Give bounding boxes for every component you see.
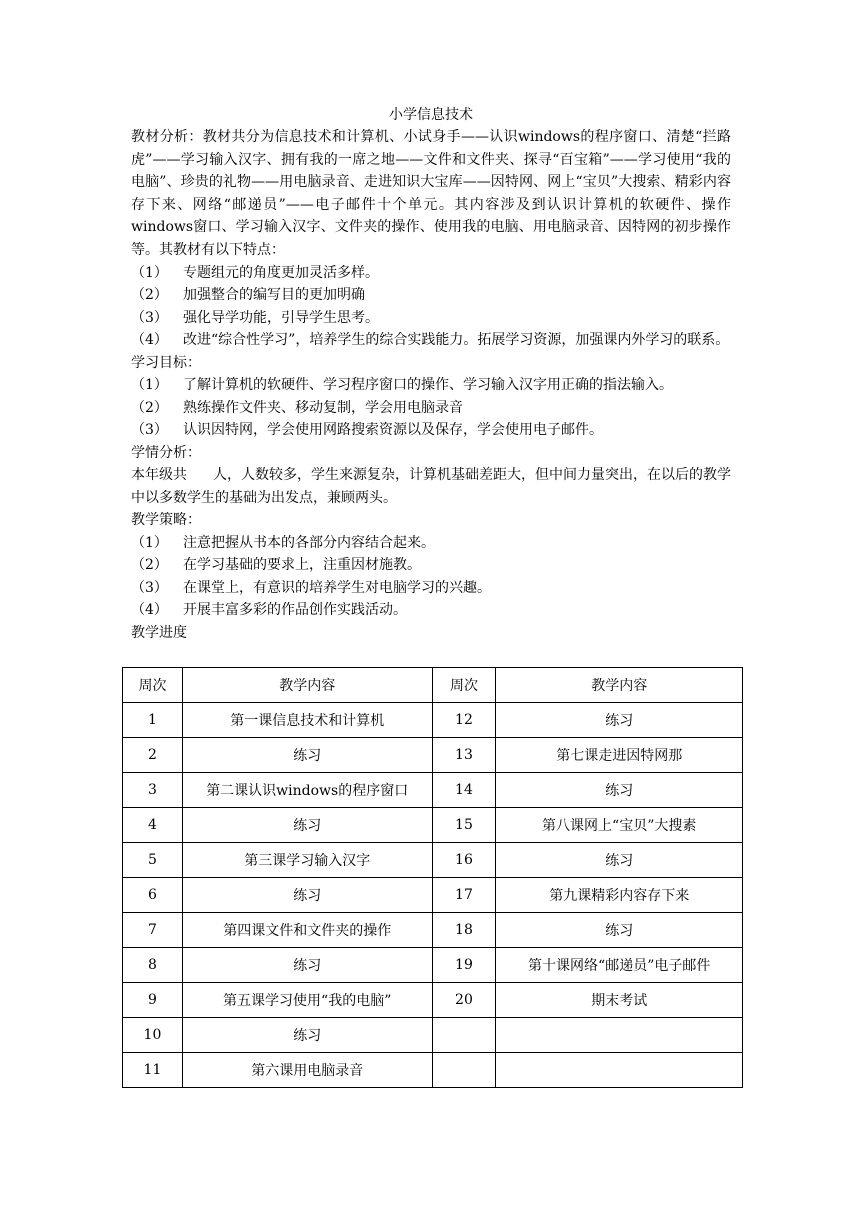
list-item — [131, 532, 731, 555]
cell-content: 第四课文件和文件夹的操作 — [182, 913, 432, 948]
cell-content: 练习 — [182, 1018, 432, 1053]
cell-week: 12 — [432, 703, 496, 738]
situation-text-start: 本年级共 — [131, 467, 187, 484]
cell-content: 练习 — [182, 808, 432, 843]
cell-week: 7 — [123, 913, 183, 948]
list-item — [131, 374, 731, 397]
table-row — [123, 878, 743, 913]
cell-week: 13 — [432, 738, 496, 773]
list-item — [131, 397, 731, 420]
table-row — [123, 1053, 743, 1088]
strategy-heading: 教学策略： — [131, 512, 201, 529]
item-number: （4） — [131, 332, 168, 349]
cell-content — [496, 1053, 743, 1088]
list-item — [131, 262, 731, 285]
item-text: 加强整合的编写目的更加明确 — [183, 287, 365, 304]
header-content: 教学内容 — [496, 668, 743, 703]
cell-content: 练习 — [496, 843, 743, 878]
cell-week: 16 — [432, 843, 496, 878]
header-week: 周次 — [432, 668, 496, 703]
item-number: （1） — [131, 377, 168, 394]
item-number: （3） — [131, 579, 168, 596]
cell-content: 第九课精彩内容存下来 — [496, 878, 743, 913]
situation-heading: 学情分析： — [131, 444, 201, 461]
list-item — [131, 419, 731, 442]
header-week: 周次 — [123, 668, 183, 703]
analysis-paragraph: 教材分析：教材共分为信息技术和计算机、小试身手——认识windows的程序窗口、清楚“拦路虎”——学习输入汉字、拥有我的一席之地——文件和文件夹、探寻“百宝箱”——学习使用“我的电脑”、珍贵的礼物——用电脑录音、走进知识大宝库——因特网、网上“宝贝”大搜索、精彩内容存下来、网络“邮递员”——电子邮件十个单元。其内容涉及到认识计算机的软硬件、操作windows窗口、学习输入汉字、文件夹的操作、使用我的电脑、用电脑录音、因特网的初步操作等。其教材有以下特点： — [131, 129, 731, 258]
cell-week: 6 — [123, 878, 183, 913]
table-row — [123, 738, 743, 773]
item-text: 专题组元的角度更加灵活多样。 — [183, 264, 379, 281]
item-text: 在课堂上，有意识的培养学生对电脑学习的兴趣。 — [183, 579, 491, 596]
cell-week: 1 — [123, 703, 183, 738]
list-item — [131, 284, 731, 307]
features-list — [131, 262, 731, 352]
cell-content: 练习 — [496, 773, 743, 808]
item-text: 开展丰富多彩的作品创作实践活动。 — [183, 602, 407, 619]
item-number: （3） — [131, 422, 168, 439]
list-item — [131, 599, 731, 622]
table-row — [123, 948, 743, 983]
cell-week: 18 — [432, 913, 496, 948]
table-row — [123, 773, 743, 808]
cell-week — [432, 1053, 496, 1088]
cell-week: 8 — [123, 948, 183, 983]
list-item — [131, 329, 731, 352]
cell-week: 19 — [432, 948, 496, 983]
table-row — [123, 983, 743, 1018]
cell-week: 3 — [123, 773, 183, 808]
item-number: （4） — [131, 602, 168, 619]
situation-text-end: 人，人数较多，学生来源复杂，计算机基础差距大，但中间力量突出，在以后的教学中以多数学生的基础为出发点，兼顾两头。 — [131, 467, 731, 506]
cell-week — [432, 1018, 496, 1053]
cell-content: 练习 — [182, 948, 432, 983]
goals-list — [131, 374, 731, 442]
cell-content: 期末考试 — [496, 983, 743, 1018]
cell-content: 第二课认识windows的程序窗口 — [182, 773, 432, 808]
cell-week: 2 — [123, 738, 183, 773]
cell-week: 15 — [432, 808, 496, 843]
cell-content — [496, 1018, 743, 1053]
item-number: （3） — [131, 309, 168, 326]
item-number: （2） — [131, 557, 168, 574]
item-number: （2） — [131, 287, 168, 304]
table-row — [123, 703, 743, 738]
item-number: （1） — [131, 264, 168, 281]
list-item — [131, 307, 731, 330]
document-title: 小学信息技术 — [389, 107, 473, 123]
table-row — [123, 913, 743, 948]
progress-heading: 教学进度 — [131, 624, 187, 641]
cell-content: 第一课信息技术和计算机 — [182, 703, 432, 738]
table-row — [123, 1018, 743, 1053]
cell-content: 练习 — [496, 703, 743, 738]
schedule-table — [122, 667, 743, 1088]
strategy-list — [131, 532, 731, 622]
item-text: 强化导学功能，引导学生思考。 — [183, 309, 379, 326]
cell-content: 第七课走进因特网那 — [496, 738, 743, 773]
item-text: 改进“综合性学习”，培养学生的综合实践能力。拓展学习资源，加强课内外学习的联系。 — [183, 332, 730, 349]
cell-content: 第三课学习输入汉字 — [182, 843, 432, 878]
cell-week: 11 — [123, 1053, 183, 1088]
situation-paragraph — [131, 464, 731, 509]
item-number: （2） — [131, 399, 168, 416]
goals-heading: 学习目标： — [131, 354, 201, 371]
item-text: 了解计算机的软硬件、学习程序窗口的操作、学习输入汉字用正确的指法输入。 — [183, 377, 673, 394]
cell-content: 练习 — [496, 913, 743, 948]
cell-content: 第十课网络“邮递员”电子邮件 — [496, 948, 743, 983]
cell-week: 20 — [432, 983, 496, 1018]
cell-content: 第八课网上“宝贝”大搜素 — [496, 808, 743, 843]
header-content: 教学内容 — [182, 668, 432, 703]
cell-week: 5 — [123, 843, 183, 878]
table-row — [123, 843, 743, 878]
document-body — [131, 104, 731, 644]
cell-content: 练习 — [182, 878, 432, 913]
table-row — [123, 808, 743, 843]
cell-week: 14 — [432, 773, 496, 808]
cell-week: 9 — [123, 983, 183, 1018]
cell-week: 10 — [123, 1018, 183, 1053]
table-header-row — [123, 668, 743, 703]
cell-week: 17 — [432, 878, 496, 913]
list-item — [131, 554, 731, 577]
cell-content: 练习 — [182, 738, 432, 773]
item-text: 认识因特网，学会使用网路搜索资源以及保存，学会使用电子邮件。 — [183, 422, 603, 439]
item-number: （1） — [131, 534, 168, 551]
item-text: 熟练操作文件夹、移动复制，学会用电脑录音 — [183, 399, 463, 416]
cell-content: 第五课学习使用“我的电脑” — [182, 983, 432, 1018]
list-item — [131, 577, 731, 600]
item-text: 注意把握从书本的各部分内容结合起来。 — [183, 534, 435, 551]
cell-week: 4 — [123, 808, 183, 843]
cell-content: 第六课用电脑录音 — [182, 1053, 432, 1088]
item-text: 在学习基础的要求上，注重因材施教。 — [183, 557, 421, 574]
